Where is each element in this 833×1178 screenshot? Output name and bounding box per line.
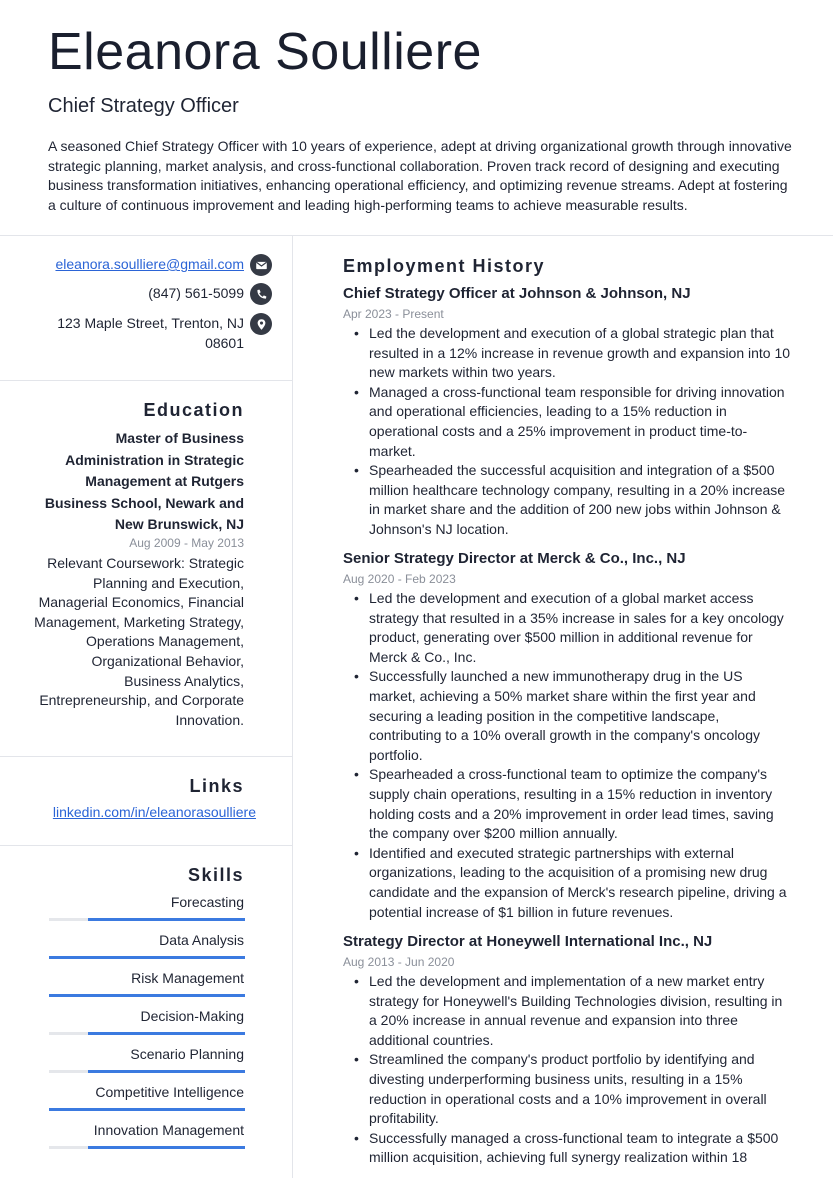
job-bullet: • Led the development and execution of a global strategic plan that resulted in a 12% increase in revenue growth and expansion into 10 new markets within two years. [343,324,793,383]
links-divider [0,845,292,846]
skill-level-bar [49,994,245,997]
column-divider [292,236,293,1178]
job-entry [343,932,793,1168]
education-heading: Education [143,400,244,420]
skill-name: Innovation Management [93,1122,244,1138]
skill-level-fill [49,1108,245,1111]
skill-name: Data Analysis [159,932,244,948]
job-bullet: • Successfully managed a cross-functional team to integrate a $500 million acquisition, achieving full synergy realization within 18 [343,1129,793,1168]
job-dates: Aug 2020 - Feb 2023 [343,572,456,586]
job-title: Chief Strategy Officer at Johnson & Johnson, NJ [343,285,691,302]
skill-level-fill [49,956,245,959]
job-bullets [343,972,793,1168]
education-degree: Master of Business Administration in Strategic Management at Rutgers Business School, Newark and New Brunswick, NJ [44,430,244,533]
skill-level-bar [49,1070,245,1073]
skill-name: Competitive Intelligence [95,1084,244,1100]
skill-level-bar [49,1108,245,1111]
job-bullet: • Streamlined the company's product portfolio by identifying and divesting underperforming business units, resulting in a 15% reduction in operational costs and a 10% improvement in overall profitability. [343,1050,793,1128]
employment-heading: Employment History [343,256,546,276]
skill-level-bar [49,1032,245,1035]
envelope-icon [250,254,272,276]
email-link[interactable]: eleanora.soulliere@gmail.com [55,256,244,272]
skill-level-bar [49,956,245,959]
contact-phone-row [12,283,272,305]
candidate-title: Chief Strategy Officer [48,95,239,117]
job-bullet: • Spearheaded the successful acquisition and integration of a $500 million healthcare technology company, resulting in a 20% increase in market share and the addition of 200 new jobs within Johnson & Johnson's NJ location. [343,461,793,539]
job-bullet: • Spearheaded a cross-functional team to optimize the company's supply chain operations, resulting in a 15% reduction in inventory holding costs and a 20% improvement in order lead times, saving the company over $200 million annually. [343,765,793,843]
skill-name: Decision-Making [140,1008,244,1024]
skill-level-fill [88,918,245,921]
job-entry [343,284,793,540]
skill-level-fill [88,1146,245,1149]
job-entry [343,549,793,922]
skill-level-fill [88,1032,245,1035]
job-title: Strategy Director at Honeywell International Inc., NJ [343,933,713,950]
contact-address-row [12,313,272,353]
job-bullet: • Led the development and execution of a global market access strategy that resulted in a 35% increase in sales for a key oncology product, generating over $500 million in additional revenue for Merck & Co., Inc. [343,589,793,667]
education-dates: Aug 2009 - May 2013 [129,536,244,550]
map-pin-icon [250,313,272,335]
job-bullet: • Successfully launched a new immunotherapy drug in the US market, achieving a 50% market share within the first year and securing a leading position in the competitive landscape, contributing to a 10% overall growth in the company's oncology portfolio. [343,667,793,765]
skill-name: Risk Management [131,970,244,986]
job-bullets [343,324,793,540]
job-bullets [343,589,793,922]
education-divider [0,756,292,757]
phone-number: (847) 561-5099 [148,285,244,301]
education-description: Relevant Coursework: Strategic Planning and Execution, Managerial Economics, Financial Management, Marketing Strategy, Operations Management, Organizational Behavior, Business Analytics, Entrepreneurship, and Corporate Innovation. [34,555,244,728]
skill-name: Forecasting [170,894,244,910]
job-dates: Apr 2023 - Present [343,307,444,321]
linkedin-link[interactable]: linkedin.com/in/eleanorasoulliere [52,804,256,820]
skill-level-bar [49,918,245,921]
candidate-name: Eleanora Soulliere [48,23,482,81]
job-bullet: • Identified and executed strategic partnerships with external organizations, leading to the acquisition of a promising new drug candidate and the expansion of Merck's research pipeline, driving a potential increase of $1 billion in future revenues. [343,844,793,922]
profile-summary: A seasoned Chief Strategy Officer with 10 years of experience, adept at driving organizational growth through innovative strategic planning, market analysis, and cross-functional collaboration. Proven track record of designing and executing business transformation initiatives, enhancing operational efficiency, and optimizing revenue streams. Adept at fostering a culture of continuous improvement and leading high-performing teams to achieve measurable results. [48,138,792,213]
skills-heading: Skills [187,865,244,885]
header-divider [0,235,833,236]
job-bullet: • Led the development and implementation of a new market entry strategy for Honeywell's Building Technologies division, resulting in a 20% increase in annual revenue and expansion into three additional countries. [343,972,793,1050]
skill-level-bar [49,1146,245,1149]
job-dates: Aug 2013 - Jun 2020 [343,955,455,969]
skill-level-fill [88,1070,245,1073]
skill-name: Scenario Planning [130,1046,244,1062]
job-title: Senior Strategy Director at Merck & Co., Inc., NJ [343,550,686,567]
contact-email-row [12,254,272,276]
links-heading: Links [189,776,244,796]
job-bullet: • Managed a cross-functional team responsible for driving innovation and operational efficiencies, leading to a 15% reduction in operational costs and a 25% improvement in product time-to-market. [343,383,793,461]
contact-divider [0,380,292,381]
phone-icon [250,283,272,305]
address: 123 Maple Street, Trenton, NJ 08601 [57,315,244,351]
skill-level-fill [49,994,245,997]
